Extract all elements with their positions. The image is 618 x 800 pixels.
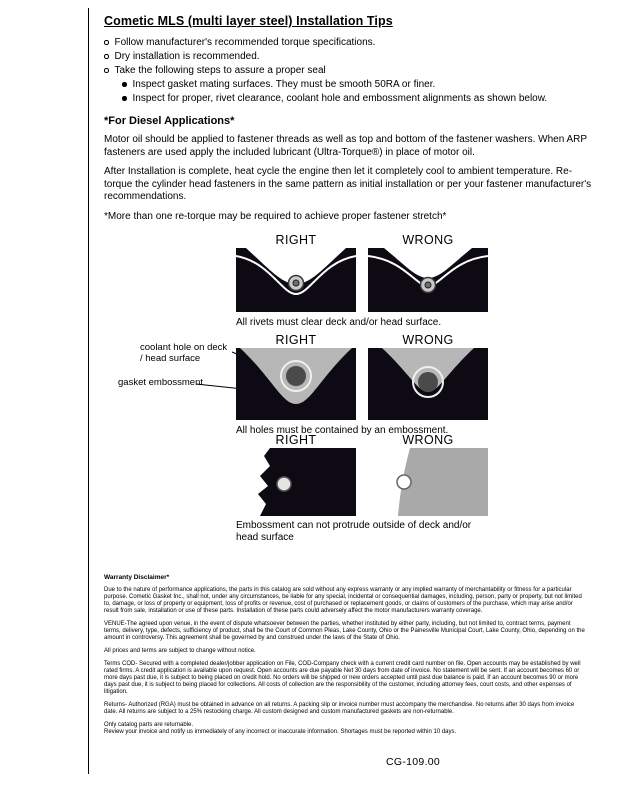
tip-text: Take the following steps to assure a proper seal bbox=[114, 65, 326, 76]
diesel-paragraph: After Installation is complete, heat cycle the engine then let it completely cool to ambient temperature. Re-torque the cylinder head fasteners in the same pattern as initial installation or per your fastener manufacturer's recommendations. bbox=[104, 166, 592, 202]
tip-text: Dry installation is recommended. bbox=[114, 51, 260, 62]
installation-tips-section bbox=[104, 14, 592, 230]
diesel-applications-heading: *For Diesel Applications* bbox=[104, 115, 235, 127]
right-header: RIGHT bbox=[275, 233, 317, 247]
filled-bullet-icon bbox=[122, 96, 127, 101]
venue-paragraph: VENUE-The agreed upon venue, in the event of dispute whatsoever between the parties, whether instituted by either party, including, but not limited to, contract terms, payment terms, delivery, type, defects, sufficiency of product, shall be the Court of Common Pleas, Lake County, Ohio or the Painesville Municipal Court, Lake County, Ohio, depending on the amount in controversy. This agreement shall be governed by and construed under the laws of the State of Ohio. bbox=[104, 621, 585, 641]
wrong-header: WRONG bbox=[402, 433, 454, 447]
tip-item bbox=[104, 37, 592, 49]
wrong-header: WRONG bbox=[402, 333, 454, 347]
embossment-protrusion-wrong-diagram bbox=[368, 448, 488, 516]
tip-item bbox=[104, 51, 592, 63]
review-invoice-line: Review your invoice and notify us immediately of any incorrect or inaccurate information. Shortages must be reported within 10 days. bbox=[104, 729, 457, 735]
wrong-header: WRONG bbox=[402, 233, 454, 247]
protrusion-caption: Embossment can not protrude outside of deck and/or head surface bbox=[236, 520, 472, 543]
filled-bullet-icon bbox=[122, 82, 127, 87]
coolant-hole-label: coolant hole on deck / head surface bbox=[140, 342, 228, 364]
page-left-border bbox=[88, 8, 89, 774]
page-title: Cometic MLS (multi layer steel) Installation Tips bbox=[104, 14, 393, 28]
rivet-clearance-right-diagram bbox=[236, 248, 356, 312]
warranty-paragraph: Due to the nature of performance applications, the parts in this catalog are sold without any express warranty or any implied warranty of merchantability or fitness for a particular purpose. Cometic Gasket Inc., shall not, under any circumstances, be liable for any special, incidental or consequential damages, including, person, party or property, but not limited to, damage, or loss of property or equipment, loss of profits or revenue, cost of purchased or replacement goods, or claims of customers of the purchase, which may arise and/or result from sale, installation or use of these parts. Installation of these parts could adversely affect the motor manufacturers warranty coverage. bbox=[104, 587, 582, 614]
tip-text: Inspect for proper, rivet clearance, coolant hole and embossment alignments as shown below. bbox=[132, 93, 548, 104]
warranty-disclaimer-heading: Warranty Disclaimer* bbox=[104, 574, 170, 581]
tip-text: Inspect gasket mating surfaces. They must be smooth 50RA or finer. bbox=[132, 79, 436, 90]
diesel-paragraph: Motor oil should be applied to fastener threads as well as top and bottom of the fastener washers. When ARP fasteners are used apply the included lubricant (Ultra-Torque®) in place of motor oil. bbox=[104, 134, 587, 158]
embossment-protrusion-right-diagram bbox=[236, 448, 356, 516]
terms-paragraph: Terms COD- Secured with a completed dealer/jobber application on File, COD-Company check with a current credit card number on file. Open accounts may be established by well rated firms. A credit application is available upon request. Open accounts are due payable Net 30 days from date of invoice. No statement will be sent. If an account becomes 60 or more days past due, it is subject to being placed on credit hold. No orders will be shipped or new orders accepted until past due balance is paid. If an account becomes 90 or more days past due, it is subject to being placed for collections. All costs of collection are the responsibility of the customer, including attorney fees, court costs, and other expenses of litigation. bbox=[104, 661, 581, 695]
tip-sub-item bbox=[122, 93, 592, 105]
rivet-caption: All rivets must clear deck and/or head surface. bbox=[236, 317, 442, 328]
holes-caption: All holes must be contained by an embossment. bbox=[236, 425, 449, 436]
returns-paragraph: Returns- Authorized (RGA) must be obtained in advance on all returns. A packing slip or invoice number must accompany the merchandise. No returns after 30 days from invoice date. All returns are subject to a 25% restocking charge. All custom designed and custom manufactured gaskets are non-returnable. bbox=[104, 702, 575, 715]
retorque-note: *More than one re-torque may be required to achieve proper fastener stretch* bbox=[104, 210, 447, 222]
tip-sub-item bbox=[122, 79, 592, 91]
page-code: CG-109.00 bbox=[386, 756, 441, 768]
right-header: RIGHT bbox=[275, 333, 317, 347]
right-header: RIGHT bbox=[275, 433, 317, 447]
tip-item bbox=[104, 65, 592, 77]
open-bullet-icon bbox=[104, 40, 109, 45]
gasket-embossment-label: gasket embossment bbox=[118, 377, 204, 388]
embossment-containment-wrong-diagram bbox=[368, 348, 488, 420]
legal-section bbox=[104, 574, 588, 736]
tip-text: Follow manufacturer's recommended torque specifications. bbox=[114, 37, 376, 48]
embossment-containment-right-diagram bbox=[236, 348, 356, 420]
open-bullet-icon bbox=[104, 68, 109, 73]
open-bullet-icon bbox=[104, 54, 109, 59]
rivet-clearance-wrong-diagram bbox=[368, 248, 488, 312]
prices-paragraph: All prices and terms are subject to change without notice. bbox=[104, 648, 256, 654]
catalog-returnable-line: Only catalog parts are returnable. bbox=[104, 722, 194, 728]
